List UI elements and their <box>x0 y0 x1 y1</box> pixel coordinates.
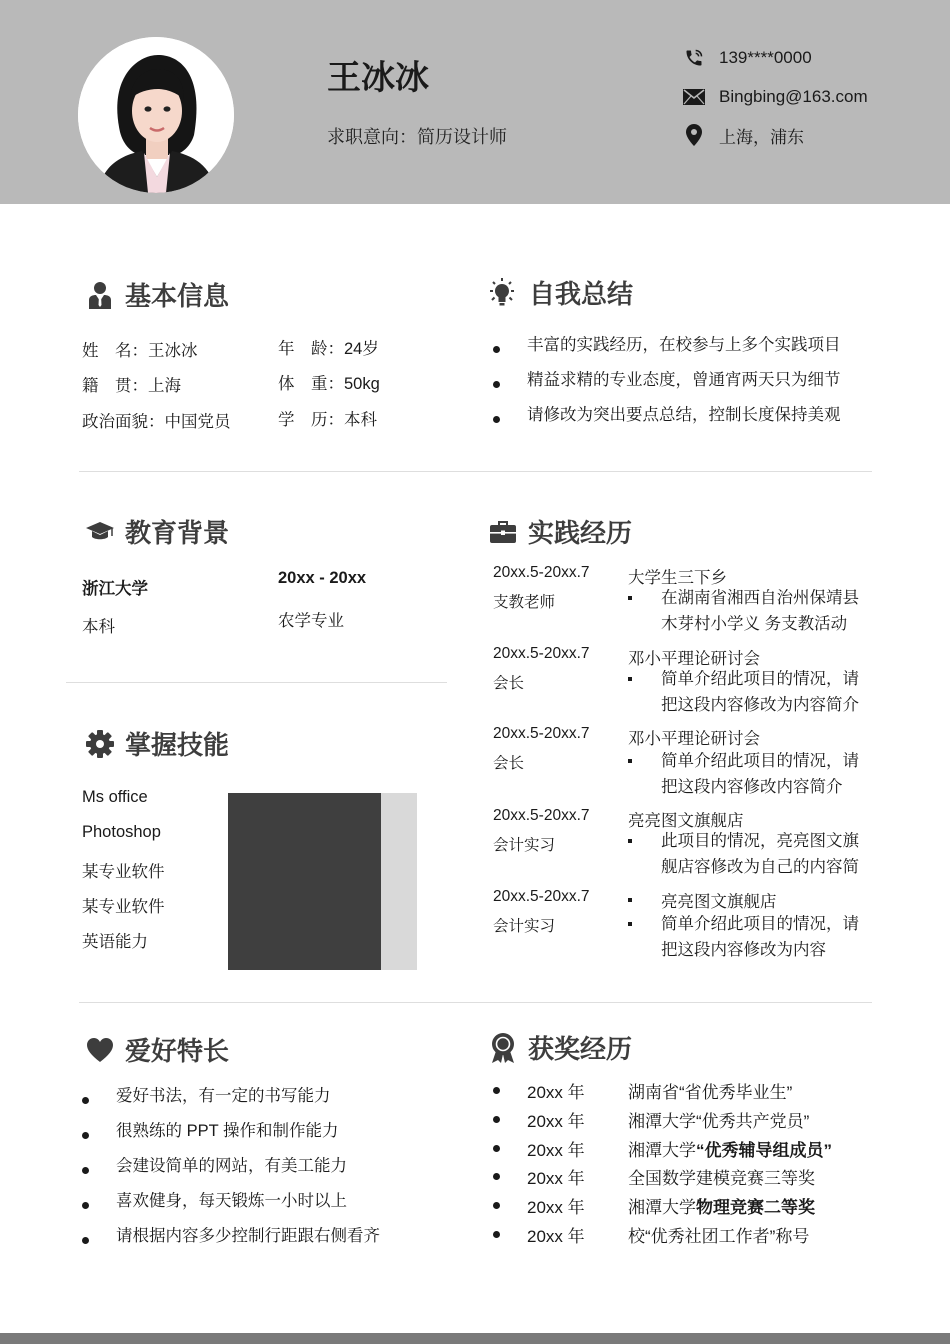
lightbulb-icon <box>486 278 518 308</box>
skill-bar-track <box>228 828 417 864</box>
practice-date: 20xx.5-20xx.7 <box>493 645 590 662</box>
bullet-dot <box>493 1087 500 1094</box>
practice-date: 20xx.5-20xx.7 <box>493 725 590 742</box>
practice-role: 会计实习 <box>493 837 556 854</box>
award-item: 20xx 年 湖南省“省优秀毕业生” <box>493 1078 792 1102</box>
section-divider <box>79 471 872 472</box>
square-bullet <box>628 898 632 902</box>
hobbies-list <box>82 1082 380 1257</box>
practice-desc: 在湖南省湘西自治州保靖县木芽村小学义 务支教活动 <box>628 586 868 637</box>
practice-date: 20xx.5-20xx.7 <box>493 564 590 581</box>
info-age: 年 龄：24岁 <box>278 340 379 358</box>
education-major: 农学专业 <box>278 612 344 630</box>
skill-bar-fill <box>228 863 381 899</box>
contact-email <box>683 85 868 109</box>
practice-role: 会长 <box>493 755 525 772</box>
list-item: 丰富的实践经历，在校参与上多个实践项目 <box>493 331 841 366</box>
bullet-dot <box>493 1116 500 1123</box>
practice-role: 会长 <box>493 675 525 692</box>
list-item: 请根据内容多少控制行距跟右侧看齐 <box>82 1222 380 1257</box>
info-name: 姓 名：王冰冰 <box>82 342 198 360</box>
heart-icon <box>86 1035 114 1065</box>
info-education: 学 历：本科 <box>278 411 377 429</box>
summary-heading: 自我总结 <box>486 274 633 311</box>
skill-name: 某专业软件 <box>82 898 165 916</box>
phone-text: 139****0000 <box>719 48 812 67</box>
skill-bar-track <box>228 933 417 970</box>
email-text: Bingbing@163.com <box>719 87 868 106</box>
education-school: 浙江大学 <box>82 580 148 598</box>
bullet-dot <box>493 1145 500 1152</box>
skill-bar-track <box>228 793 417 829</box>
briefcase-icon <box>489 517 517 547</box>
bullet-dot <box>493 1202 500 1209</box>
practice-desc: 简单介绍此项目的情况，请把这段内容修改为内容简介 <box>628 667 868 718</box>
gear-icon <box>86 729 114 759</box>
skill-bar-track <box>228 863 417 899</box>
skill-bar-fill <box>228 898 381 934</box>
award-item: 20xx 年 湘潭大学 “优秀辅导组成员” <box>493 1136 832 1160</box>
practice-desc: 简单介绍此项目的情况，请把这段内容修改内容简介 <box>628 749 868 800</box>
practice-role: 支教老师 <box>493 594 556 611</box>
education-heading: 教育背景 <box>86 513 229 550</box>
practice-desc: 简单介绍此项目的情况，请把这段内容修改为内容 <box>628 912 868 963</box>
award-medal-icon <box>489 1033 517 1063</box>
awards-heading: 获奖经历 <box>489 1029 632 1066</box>
list-item: 会建设简单的网站，有美工能力 <box>82 1152 380 1187</box>
practice-title: 亮亮图文旗舰店 <box>628 888 777 912</box>
skill-bar-fill <box>228 793 381 829</box>
section-divider <box>79 1002 872 1003</box>
phone-icon <box>683 47 705 69</box>
summary-list <box>493 331 841 436</box>
education-degree: 本科 <box>82 618 115 636</box>
profile-photo <box>78 37 234 193</box>
section-divider <box>66 682 447 683</box>
contact-phone <box>683 46 812 70</box>
skill-name: 英语能力 <box>82 933 148 951</box>
location-text: 上海，浦东 <box>719 127 804 147</box>
info-weight: 体 重：50kg <box>278 375 380 393</box>
award-item: 20xx 年 湘潭大学“优秀共产党员” <box>493 1107 809 1131</box>
practice-desc: 此项目的情况，亮亮图文旗舰店容修改为自己的内容简 <box>628 829 868 880</box>
skill-bars <box>228 793 417 970</box>
hobbies-heading: 爱好特长 <box>86 1031 229 1068</box>
info-native-place: 籍 贯：上海 <box>82 377 181 395</box>
list-item: 爱好书法，有一定的书写能力 <box>82 1082 380 1117</box>
practice-title: 邓小平理论研讨会 <box>628 650 760 668</box>
basic-info-heading: 基本信息 <box>86 276 229 313</box>
footer-bar <box>0 1333 950 1344</box>
education-period: 20xx - 20xx <box>278 569 367 587</box>
practice-heading: 实践经历 <box>489 513 632 550</box>
skill-bar-fill <box>228 828 381 864</box>
list-item: 很熟练的 PPT 操作和制作能力 <box>82 1117 380 1152</box>
candidate-name: 王冰冰 <box>327 59 429 97</box>
contact-location <box>683 123 804 147</box>
practice-title: 亮亮图文旗舰店 <box>628 812 744 830</box>
person-icon <box>86 280 114 310</box>
skill-name: Photoshop <box>82 823 161 841</box>
list-item: 喜欢健身，每天锻炼一小时以上 <box>82 1187 380 1222</box>
practice-title: 大学生三下乡 <box>628 569 727 587</box>
skills-heading: 掌握技能 <box>86 725 229 762</box>
award-item: 20xx 年 湘潭大学 物理竞赛二等奖 <box>493 1193 815 1217</box>
practice-date: 20xx.5-20xx.7 <box>493 888 590 905</box>
practice-role: 会计实习 <box>493 918 556 935</box>
mail-icon <box>683 86 705 108</box>
award-item: 20xx 年 校“优秀社团工作者”称号 <box>493 1222 809 1246</box>
bullet-dot <box>493 1173 500 1180</box>
info-political: 政治面貌：中国党员 <box>82 413 231 431</box>
practice-title: 邓小平理论研讨会 <box>628 730 760 748</box>
skill-name: 某专业软件 <box>82 863 165 881</box>
list-item: 精益求精的专业态度，曾通宵两天只为细节 <box>493 366 841 401</box>
skill-bar-fill <box>228 933 381 970</box>
award-item: 20xx 年 全国数学建模竞赛三等奖 <box>493 1164 815 1188</box>
list-item: 请修改为突出要点总结，控制长度保持美观 <box>493 401 841 436</box>
bullet-dot <box>493 1231 500 1238</box>
location-pin-icon <box>683 124 705 146</box>
graduation-cap-icon <box>86 517 114 547</box>
skill-bar-track <box>228 898 417 934</box>
job-intent: 求职意向：简历设计师 <box>327 127 507 147</box>
skill-name: Ms office <box>82 788 148 806</box>
practice-date: 20xx.5-20xx.7 <box>493 807 590 824</box>
